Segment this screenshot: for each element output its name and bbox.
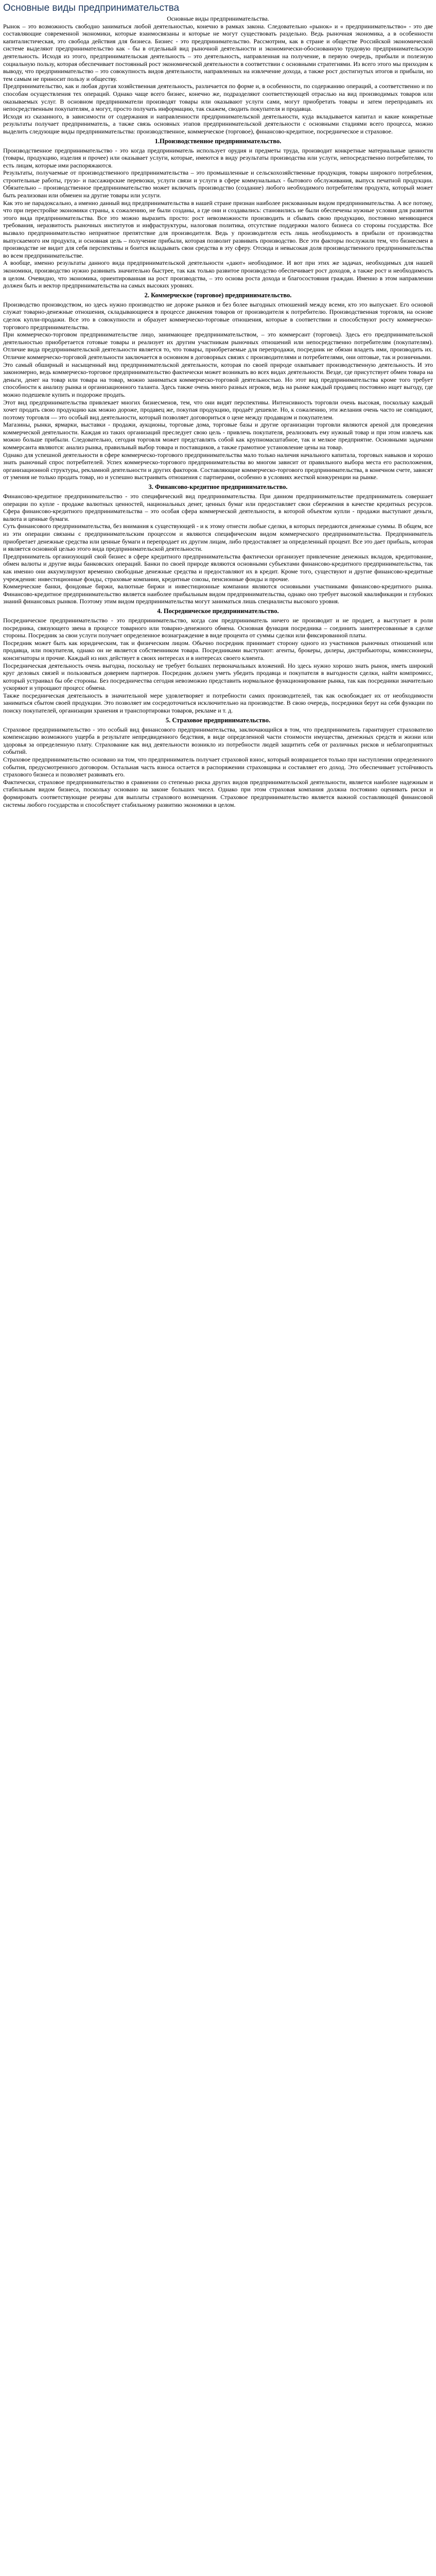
section-heading: 3. Финансово-кредитное предпринимательство. [148, 483, 288, 491]
section-paragraph: Этот вид предпринимательства привлекает многих бизнесменов, тем, что они видят перспективы. Интенсивность торговли очень высокая, поскольку каждый хочет продать свою продукцию как можно дороже, продавец же, покупая продукцию, продаёт дешевле. Но, к сожалению, эти желания очень часто не совпадают, поэтому торговля — это особый вид деятельности, который позволяет договориться о цене между продавцом и покупателем. [3, 398, 433, 421]
section-paragraph: Посредническое предпринимательство - это предпринимательство, когда сам предприниматель ничего не производит и не продает, а выступает в роли посредника, связующего звена в процессе товарного или товарно-денежного обмена. Основная функция посредника – соединить заинтересованные в сделке стороны. Посредник за свои услуги получает определенное вознаграждение в виде процента от суммы сделки или фиксированной платы. [3, 616, 433, 639]
intro-section [3, 23, 433, 135]
section-paragraph: Посредническая деятельность очень выгодна, поскольку не требует больших первоначальных вложений. Но здесь нужно хорошо знать рынок, иметь широкий круг деловых связей и пользоваться доверием партнеров. Посредник должен уметь убедить продавца и покупателя в выгодности сделки, найти компромисс, который устраивал бы обе стороны. Без посредничества сегодня невозможно представить нормальное функционирование рынка, так как посредники значительно ускоряют и упрощают процесс обмена. [3, 662, 433, 692]
section-paragraph: А вообще, именно результаты данного вида предпринимательской деятельности «дают» необходимое. И вот при этих же задачах, необходимых для нашей экономики, производство нужно развивать значительно быстрее, так как только развитое производство обеспечивает рост доходов, а также рост и необходимость в целом. Очевидно, что экономика, ориентированная на рост производства, – это основа роста дохода и благосостояния граждан. Именно в этом направлении должен быть и вектор предпринимательства на самых высоких уровнях. [3, 259, 433, 290]
intro-paragraph: Предпринимательство, как и любая другая хозяйственная деятельность, различается по форме и, в особенности, по содержанию операций, а соответственно и по способам осуществления тех операций. Однако чаще всего бизнес, конечно же, подразделяют соответствующей отраслью на вид производимых товаров или оказываемых услуг. В основном предприниматели производят товары или оказывают услуги сами, могут приобретать товары и затем перепродавать их непосредственным покупателям, а могут, просто получать информацию, так скажем, сводить покупателя и продавца. [3, 82, 433, 113]
section-paragraph: Как это не парадоксально, а именно данный вид предпринимательства в нашей стране признан наиболее рискованным видом предпринимательства. А все потому, что при перестройке экономики страны, к сожалению, не были созданы, а где они и создавались: становились не были обеспечены нужные условия для развития этого вида предпринимательства. Все это можно выразить просто: рост невозможности производить и сбывать свою продукцию, постоянно меняющиеся требования, неразвитость рыночных институтов и инфраструктуры, налоговая политика, отсутствие поддержки малого бизнеса со стороны государства. Все вызвало предпринимательство неприятное препятствие для производителя. Ведь у производителя есть лишь необходимость в прибыли от производства выпускаемого им продукта, и основная цель – получение прибыли, которая позволит развивать производство. Все эти факторы послужили тем, что бизнесмен в производстве не видит для себя перспективы и боится вкладывать свои средства в эту сферу. Отсюда и невысокая доля производственного предпринимательства во всем предпринимательстве. [3, 199, 433, 259]
section-heading: 1.Производственное предпринимательство. [154, 137, 282, 145]
section-paragraph: Фактически, страховое предпринимательство в сравнении со степенью риска других видов предпринимательской деятельности, является наиболее надежным и стабильным видом бизнеса, поскольку основано на законе больших чисел. Однако при этом страховая компания должна постоянно оценивать риски и формировать соответствующие резервы для выплаты страхового возмещения. Страховое предпринимательство является важной составляющей финансовой системы любого государства и способствует стабильному развитию экономики в целом. [3, 778, 433, 808]
section-paragraph: Результаты, получаемые от производственного предпринимательства – это промышленные и сельскохозяйственные продукция, товары широкого потребления, строительные работы, грузо- и пассажирские перевозки, услуги связи и услуги в сфере коммунальных - бытового обслуживания, выпуск печатной продукции. Обязательно – производственное предпринимательство может включать производство (создание) любого необходимого потребителям продукта, который может быть реализован или обменен на другие товары или услуги. [3, 169, 433, 199]
section-paragraph: Производство производством, но здесь нужно производство не дороже рынков и без более выгодных отношений между всеми, кто это выпускает. Его основой служат товарно-денежные отношения, складывающиеся в процессе движения товаров от производителя к потребителю. Производственная торговля, на основе сделок купли-продажи. Все это в совокупности и образует коммерческо-торговые отношения, которые в соответствии и способствуют росту коммерческо-торгового предпринимательства. [3, 300, 433, 331]
document-subtitle: Основные виды предпринимательства. [167, 15, 269, 22]
section-paragraph: Это самый обширный и насыщенный вид предпринимательской деятельности, которая по своей природе охватывает производственную деятельность. И это закономерно, ведь коммерческо-торговое предпринимательство фактически может возникать во всех видах деятельности. Везде, где присутствует обмен товара на деньги, денег на товар или товара на товар, можно заниматься коммерческо-торговой деятельностью. Но этот вид предпринимательства кроме того требует способности к анализу рынка и организационного таланта. Здесь также очень много разных игроков, ведь на рынке каждый продавец постоянно ищет выгоду, где можно подешевле купить и подороже продать. [3, 361, 433, 398]
page-title: Основные виды предпринимательства [3, 3, 180, 13]
intro-paragraph: Рынок – это возможность свободно заниматься любой деятельностью, конечно в рамках закона. Следовательно «рынок» и « предпринимательство» - это две составляющие современной экономики, которые взаимосвязаны и которые не могут существовать раздельно. Ведь рыночная экономика, а в особенности капиталистическая, это свобода действия для бизнеса. Бизнес - это предпринимательство. Рассмотрим, как в стране и обществе Российской экономической системе выделяют предпринимательство как - бы в отдельный вид рыночной деятельности и экономически-обоснованную трудовую предпринимательскую деятельность. Исходя из этого, предпринимательская деятельность – это деятельность, направленная на получение, в первую очередь, прибыли и полезную социальную пользу, которая обеспечивает постоянный рост экономической деятельности в соответствии с основными стратегиями. Из всего этого мы приходим к выводу, что предпринимательство – это совокупность видов деятельности, направленных на извлечение дохода, а также рост достигнутых итогов и прибыли, но тем самым не приносит пользу и обществу. [3, 22, 433, 82]
section-heading: 5. Страховое предпринимательство. [165, 716, 271, 724]
section-paragraph: Однако для успешной деятельности в сфере коммерческо-торгового предпринимательства мало только наличия начального капитала, торговых навыков и хорошо знать рыночный спрос потребителей. Успех коммерческо-торгового предпринимательства во многом зависит от правильного выбора места его расположения, организационной структуры, рекламной деятельности и других факторов. Составляющие коммерческо-торгового предпринимательства, в конечном счете, зависят от умения не только продать товар, но и успешно выстраивать отношения с партнерами, особенно в условиях жесткой конкуренции на рынке. [3, 451, 433, 481]
section-paragraph: Магазины, рынки, ярмарки, выставки - продажи, аукционы, торговые дома, торговые базы и другие организации торговли являются ареной для проведения коммерческой деятельности. Каждая из таких организаций преследует свою цель - привлечь покупателя, реализовать ему нужный товар и при этом извлечь как можно больше прибыли. Следовательно, сегодня торговля может представлять собой как крупномасштабное, так и мелкое предприятие. Основными задачами коммерсанта являются: анализ рынка, правильный выбор товара и поставщиков, а также грамотное установление цены на товар. [3, 421, 433, 451]
intro-paragraph: Исходя из сказанного, в зависимости от содержания и направленности предпринимательской деятельности, куда вкладывается капитал и какие конкретные результаты получает предприниматель, а также связь основных этапов предпринимательской деятельности с основными стадиями всего процесса, можно выделить следующие виды предпринимательства: производственное, коммерческое (торговое), финансово-кредитное, посредническое и страховое. [3, 112, 433, 135]
section-paragraph: Страховое предпринимательство - это особый вид финансового предпринимательства, заключающийся в том, что предприниматель гарантирует страхователю компенсацию возможного ущерба в результате непредвиденного бедствия, в виде определенной части стоимости имущества, денежных средств и жизни или здоровья за определенную плату. Страхование как вид деятельности возникло из потребности людей защитить себя от различных рисков и неблагоприятных событий. [3, 725, 433, 756]
section-paragraph: Коммерческие банки, фондовые биржи, валютные биржи и инвестиционные компании являются основными участниками финансово-кредитного рынка. Финансово-кредитное предпринимательство является наиболее прибыльным видом предпринимательства, однако оно требует высокой квалификации и глубоких знаний финансовых рынков. Поэтому этим видом предпринимательства могут заниматься лишь специалисты высокого уровня. [3, 583, 433, 605]
section-paragraph: Предприниматель организующий свой бизнес в сфере кредитного предпринимательства фактически организует привлечение денежных вкладов, кредитование, обмен валюты и другие виды банковских операций. Банки по своей природе являются основными субъектами финансово-кредитного предпринимательства, так как именно они аккумулируют временно свободные денежные средства и предоставляют их в кредит. Кроме того, существуют и другие финансово-кредитные учреждения: инвестиционные фонды, страховые компании, кредитные союзы, пенсионные фонды и прочие. [3, 552, 433, 583]
section-heading: 4. Посредническое предпринимательство. [157, 607, 279, 615]
section-paragraph: При коммерческо-торговом предпринимательстве лицо, занимающее предпринимательством, – это коммерсант (торговец). Здесь его предпринимательской деятельностью приобретается готовые товары и реализует их другим участникам рыночных отношений или непосредственно потребителям (покупателям). Отличие вида предпринимательской деятельности является то, что товары, приобретаемые для перепродажи, посредник не обязан владеть ими, производить их. Отличие коммерческо-торговой деятельности заключается в основном в договорных связях с производителями и потребителями, они оптовые, так и розничными. [3, 331, 433, 361]
section-intermediary [3, 607, 433, 715]
section-paragraph: Также посредническая деятельность в значительной мере удовлетворяет и потребности самих производителей, так как освобождает их от необходимости заниматься сбытом своей продукции. Это позволяет им сосредоточиться исключительно на производстве. В свою очередь, посредники берут на себя функции по поиску покупателей, организации хранения и транспортировки товаров, рекламе и т. д. [3, 691, 433, 715]
section-paragraph: Производственное предпринимательство - это когда предприниматель использует орудия и предметы труда, производит конкретные материальные ценности (товары, продукцию, изделия и прочее) или оказывает услуги, которые, имеются в виду результаты производства или услуги, непосредственно потребителям, то есть лицам, которые ими распоряжаются. [3, 146, 433, 169]
section-production [3, 137, 433, 290]
document-page [0, 0, 436, 811]
section-financial-credit [3, 483, 433, 605]
section-insurance [3, 716, 433, 809]
section-paragraph: Финансово-кредитное предпринимательство - это специфический вид предпринимательства. При данном предпринимательстве предприниматель совершает операции по купле - продаже валютных ценностей, национальных денег, ценных бумаг или предоставляет свои сбережения в качестве кредитных ресурсов. Сфера финансово-кредитного предпринимательства – это особая сфера коммерческой деятельности, в которой объектом купли - продажи выступают деньги, валюта и ценные бумаги. [3, 493, 433, 522]
section-heading: 2. Коммерческое (торговое) предпринимательство. [144, 291, 292, 299]
section-paragraph: Страховое предпринимательство основано на том, что предприниматель получает страховой взнос, который возвращается только при наступлении определенного события, предусмотренного договором. Остальная часть взноса остается в распоряжении страховщика и составляет его доход. Это обеспечивает устойчивость страхового бизнеса и позволяет развивать его. [3, 756, 433, 778]
section-paragraph: Посредник может быть как юридическим, так и физическим лицом. Обычно посредник принимает сторону одного из участников рыночных отношений или продавца, или покупателя, однако он не является собственником товара. Посредниками выступают: агенты, брокеры, дилеры, дистрибьюторы, комиссионеры, консигнаторы и прочие. Каждый из них действует в своих интересах и в интересах своего клиента. [3, 639, 433, 662]
section-commercial [3, 291, 433, 481]
section-paragraph: Суть финансового предпринимательства, без внимания к существующей - и к этому отнести любые сделки, в которых передаются денежные суммы. В общем, все из эти операции связаны с предпринимательским процессом и являются специфическим видом коммерческого предпринимательства. Предприниматель приобретает денежные средства или ценные бумаги и перепродает их другим лицам, либо предоставляет за определенный процент. Все это дает прибыль, которая и является основной целью этого вида предпринимательской деятельности. [3, 522, 433, 553]
